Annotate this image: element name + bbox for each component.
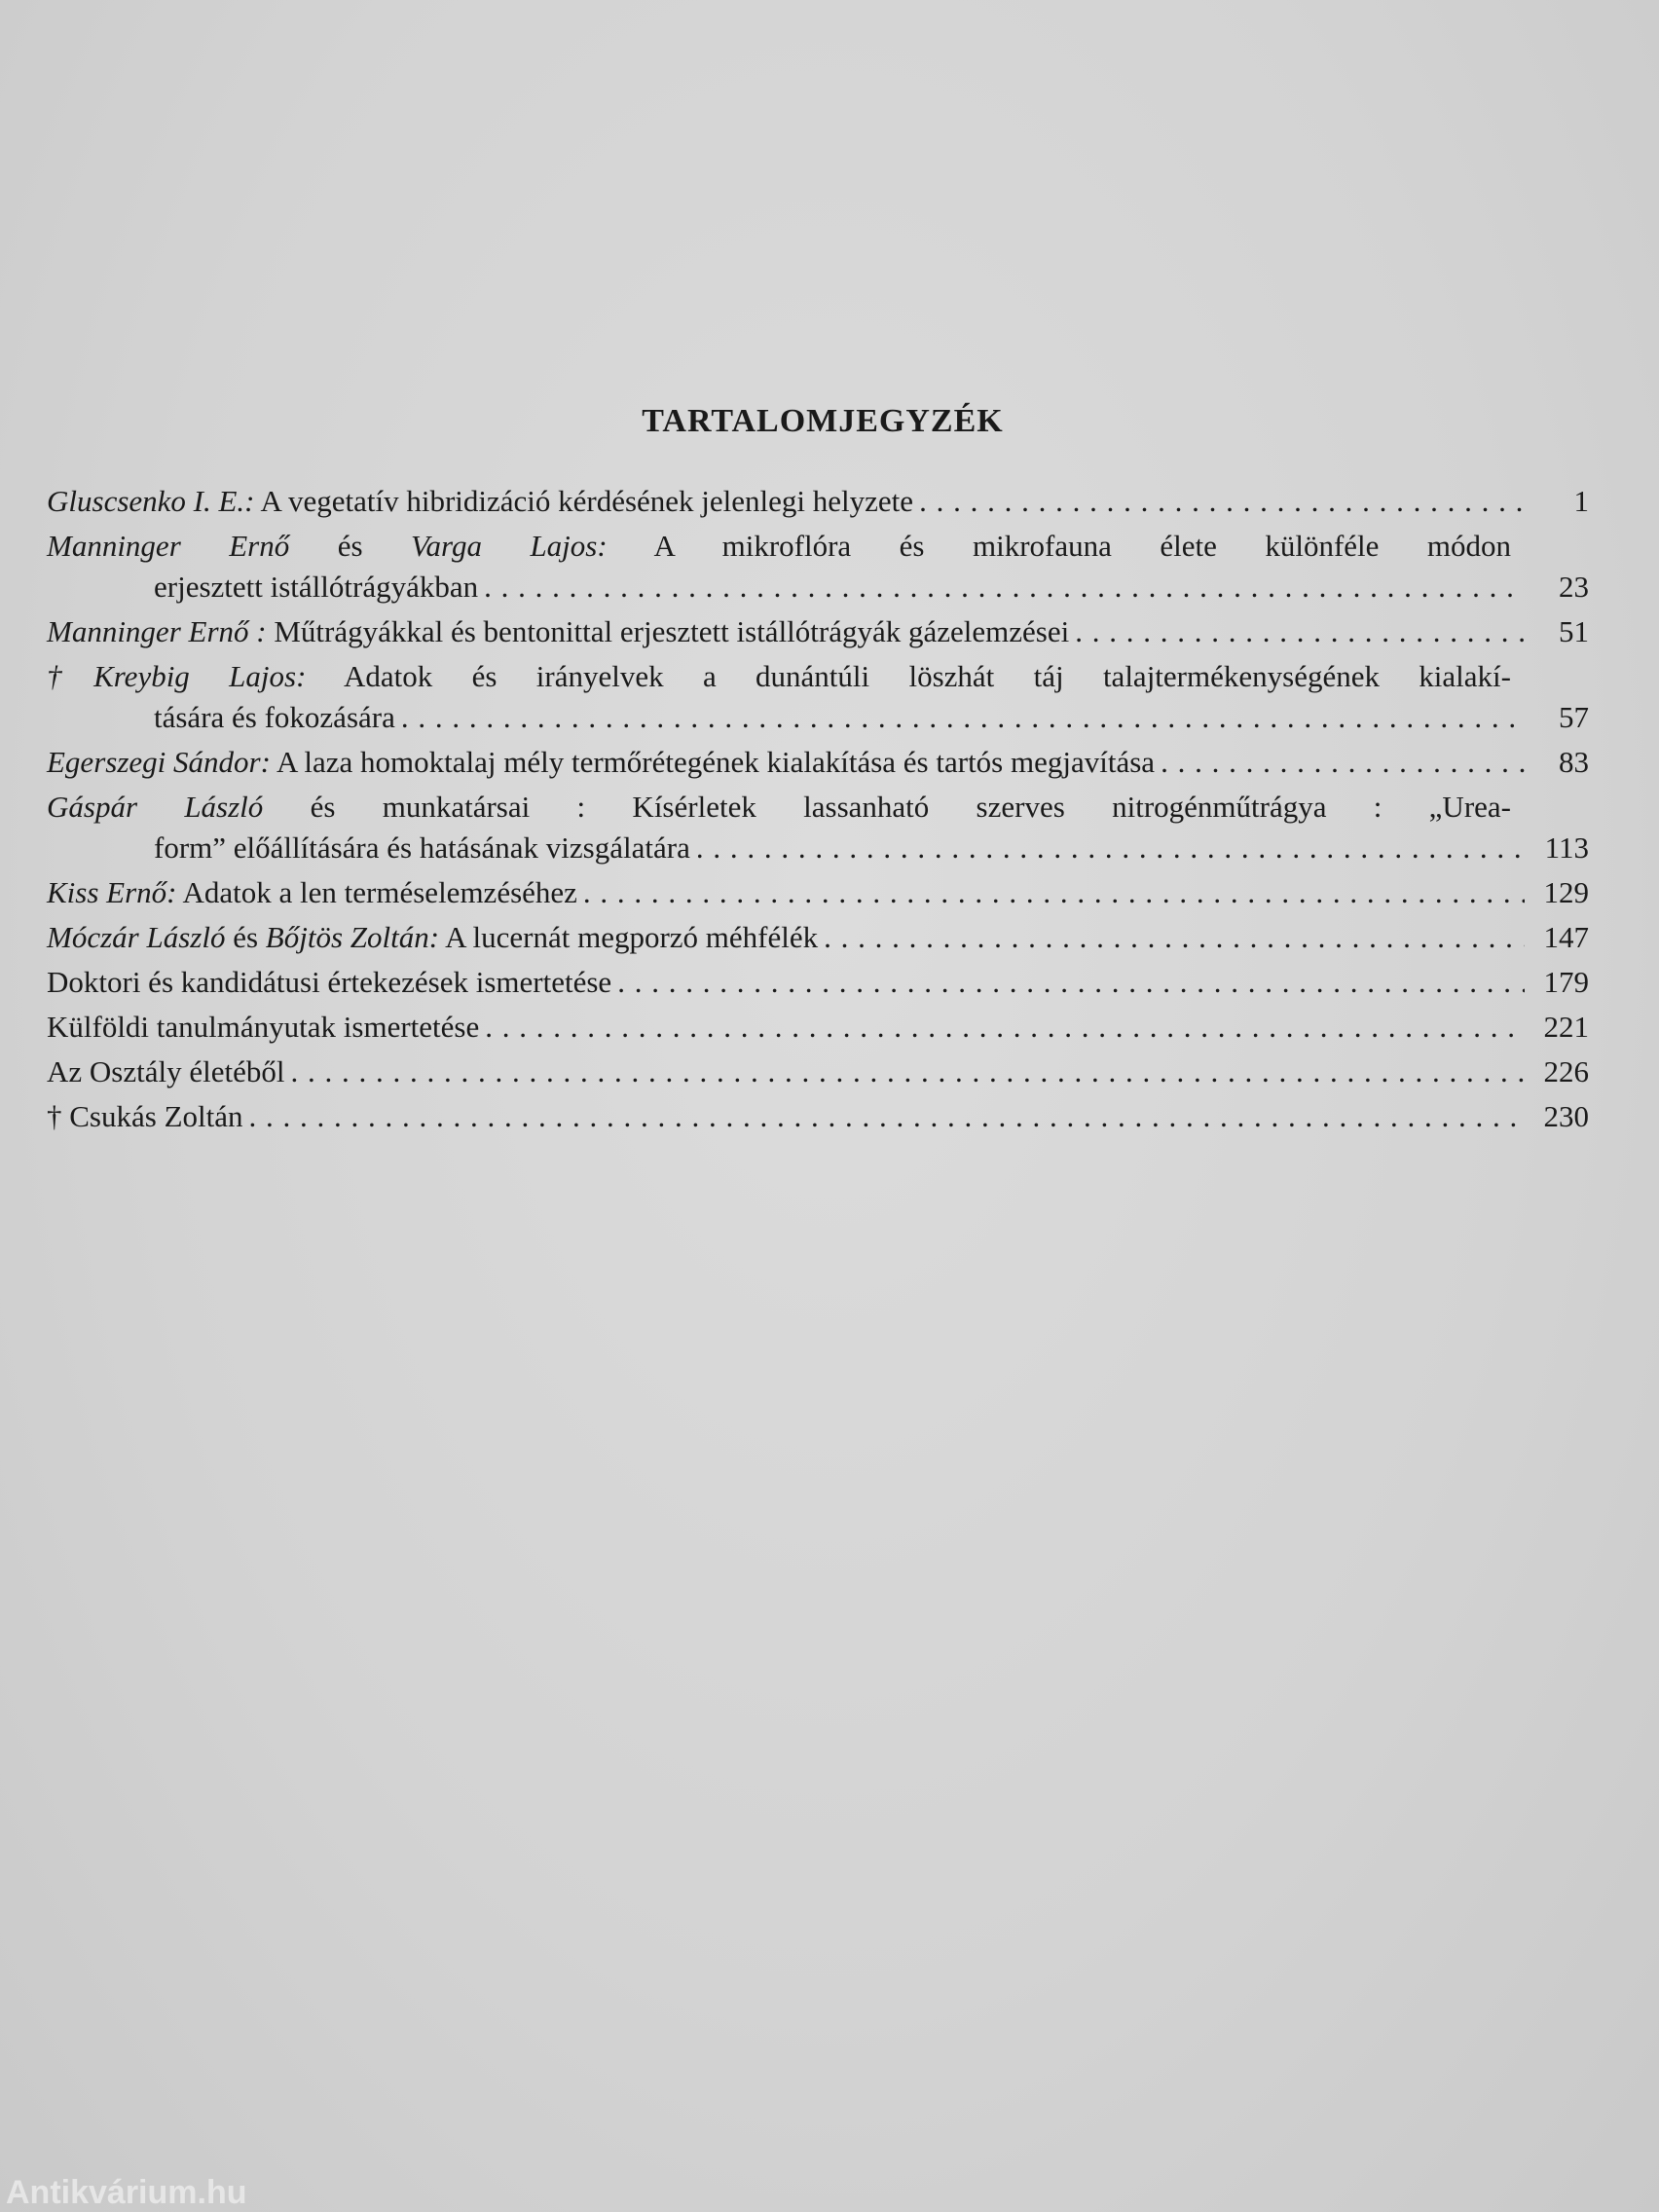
table-of-contents (47, 481, 1589, 1137)
dot-leader (824, 917, 1525, 958)
dot-leader (484, 567, 1525, 608)
entry-author: Gluscsenko I. E.: (47, 484, 255, 518)
dot-leader (290, 1051, 1525, 1092)
dot-leader (401, 697, 1525, 738)
entry-page-number: 51 (1559, 614, 1589, 648)
dot-leader (485, 1007, 1525, 1048)
entry-page-number: 221 (1543, 1010, 1589, 1044)
dot-leader (1075, 611, 1525, 652)
entry-page-number: 230 (1543, 1099, 1589, 1133)
entry-title: Adatok és irányelvek a dunántúli löszhát táj talajtermékenységének kialakí- (306, 659, 1511, 693)
toc-entry (47, 872, 1589, 913)
entry-title: Adatok a len terméselemzéséhez (176, 875, 577, 909)
dot-leader (617, 962, 1525, 1003)
entry-title: † Csukás Zoltán (47, 1099, 243, 1133)
document-page (47, 403, 1589, 1141)
entry-title: Doktori és kandidátusi értekezések ismertetése (47, 965, 612, 999)
toc-entry (47, 1096, 1589, 1137)
entry-title-continuation: form” előállítására és hatásának vizsgálatára (154, 830, 690, 865)
dot-leader (249, 1096, 1526, 1137)
entry-author: Manninger Ernő : (47, 614, 267, 648)
dot-leader (919, 481, 1525, 522)
entry-title: Műtrágyákkal és bentonittal erjesztett istállótrágyák gázelemzései (266, 614, 1070, 648)
entry-title: A laza homoktalaj mély termőrétegének kialakítása és tartós megjavítása (270, 745, 1156, 779)
toc-entry (47, 742, 1589, 783)
entry-page-number: 113 (1544, 830, 1589, 865)
entry-coauthor: Varga Lajos: (411, 529, 608, 563)
entry-page-number: 57 (1559, 700, 1589, 734)
entry-conjunction: és (225, 920, 266, 954)
toc-entry (47, 526, 1589, 608)
entry-author: Manninger Ernő (47, 529, 290, 563)
entry-page-number: 147 (1543, 920, 1589, 954)
dot-leader (696, 828, 1525, 868)
toc-entry (47, 611, 1589, 652)
watermark: Antikvárium.hu (6, 2174, 247, 2211)
page-title: TARTALOMJEGYZÉK (642, 403, 1004, 439)
entry-page-number: 226 (1543, 1054, 1589, 1088)
entry-title: és munkatársai : Kísérletek lassanható szerves nitrogénműtrágya : „Urea- (263, 790, 1511, 824)
entry-author: Gáspár László (47, 790, 264, 824)
entry-conjunction: és (289, 529, 412, 563)
toc-entry (47, 481, 1589, 522)
entry-title: Külföldi tanulmányutak ismertetése (47, 1010, 480, 1044)
toc-entry (47, 1051, 1589, 1092)
entry-author: †Kreybig Lajos: (47, 659, 307, 693)
entry-coauthor: Bőjtös Zoltán: (265, 920, 440, 954)
entry-page-number: 179 (1543, 965, 1589, 999)
entry-page-number: 23 (1559, 570, 1589, 604)
entry-author: Kiss Ernő: (47, 875, 177, 909)
entry-author: Móczár László (47, 920, 226, 954)
entry-title: A lucernát megporzó méhfélék (439, 920, 819, 954)
toc-entry (47, 656, 1589, 738)
entry-page-number: 129 (1543, 875, 1589, 909)
entry-title: Az Osztály életéből (47, 1054, 285, 1088)
toc-entry (47, 962, 1589, 1003)
toc-entry (47, 917, 1589, 958)
dot-leader (1161, 742, 1525, 783)
entry-title-continuation: tására és fokozására (154, 700, 395, 734)
toc-entry (47, 1007, 1589, 1048)
entry-title: A mikroflóra és mikrofauna élete különféle módon (607, 529, 1511, 563)
entry-title-continuation: erjesztett istállótrágyákban (154, 570, 479, 604)
dot-leader (583, 872, 1525, 913)
entry-page-number: 1 (1573, 484, 1589, 518)
entry-page-number: 83 (1559, 745, 1589, 779)
entry-author: Egerszegi Sándor: (47, 745, 271, 779)
toc-entry (47, 787, 1589, 868)
entry-title: A vegetatív hibridizáció kérdésének jelenlegi helyzete (254, 484, 914, 518)
